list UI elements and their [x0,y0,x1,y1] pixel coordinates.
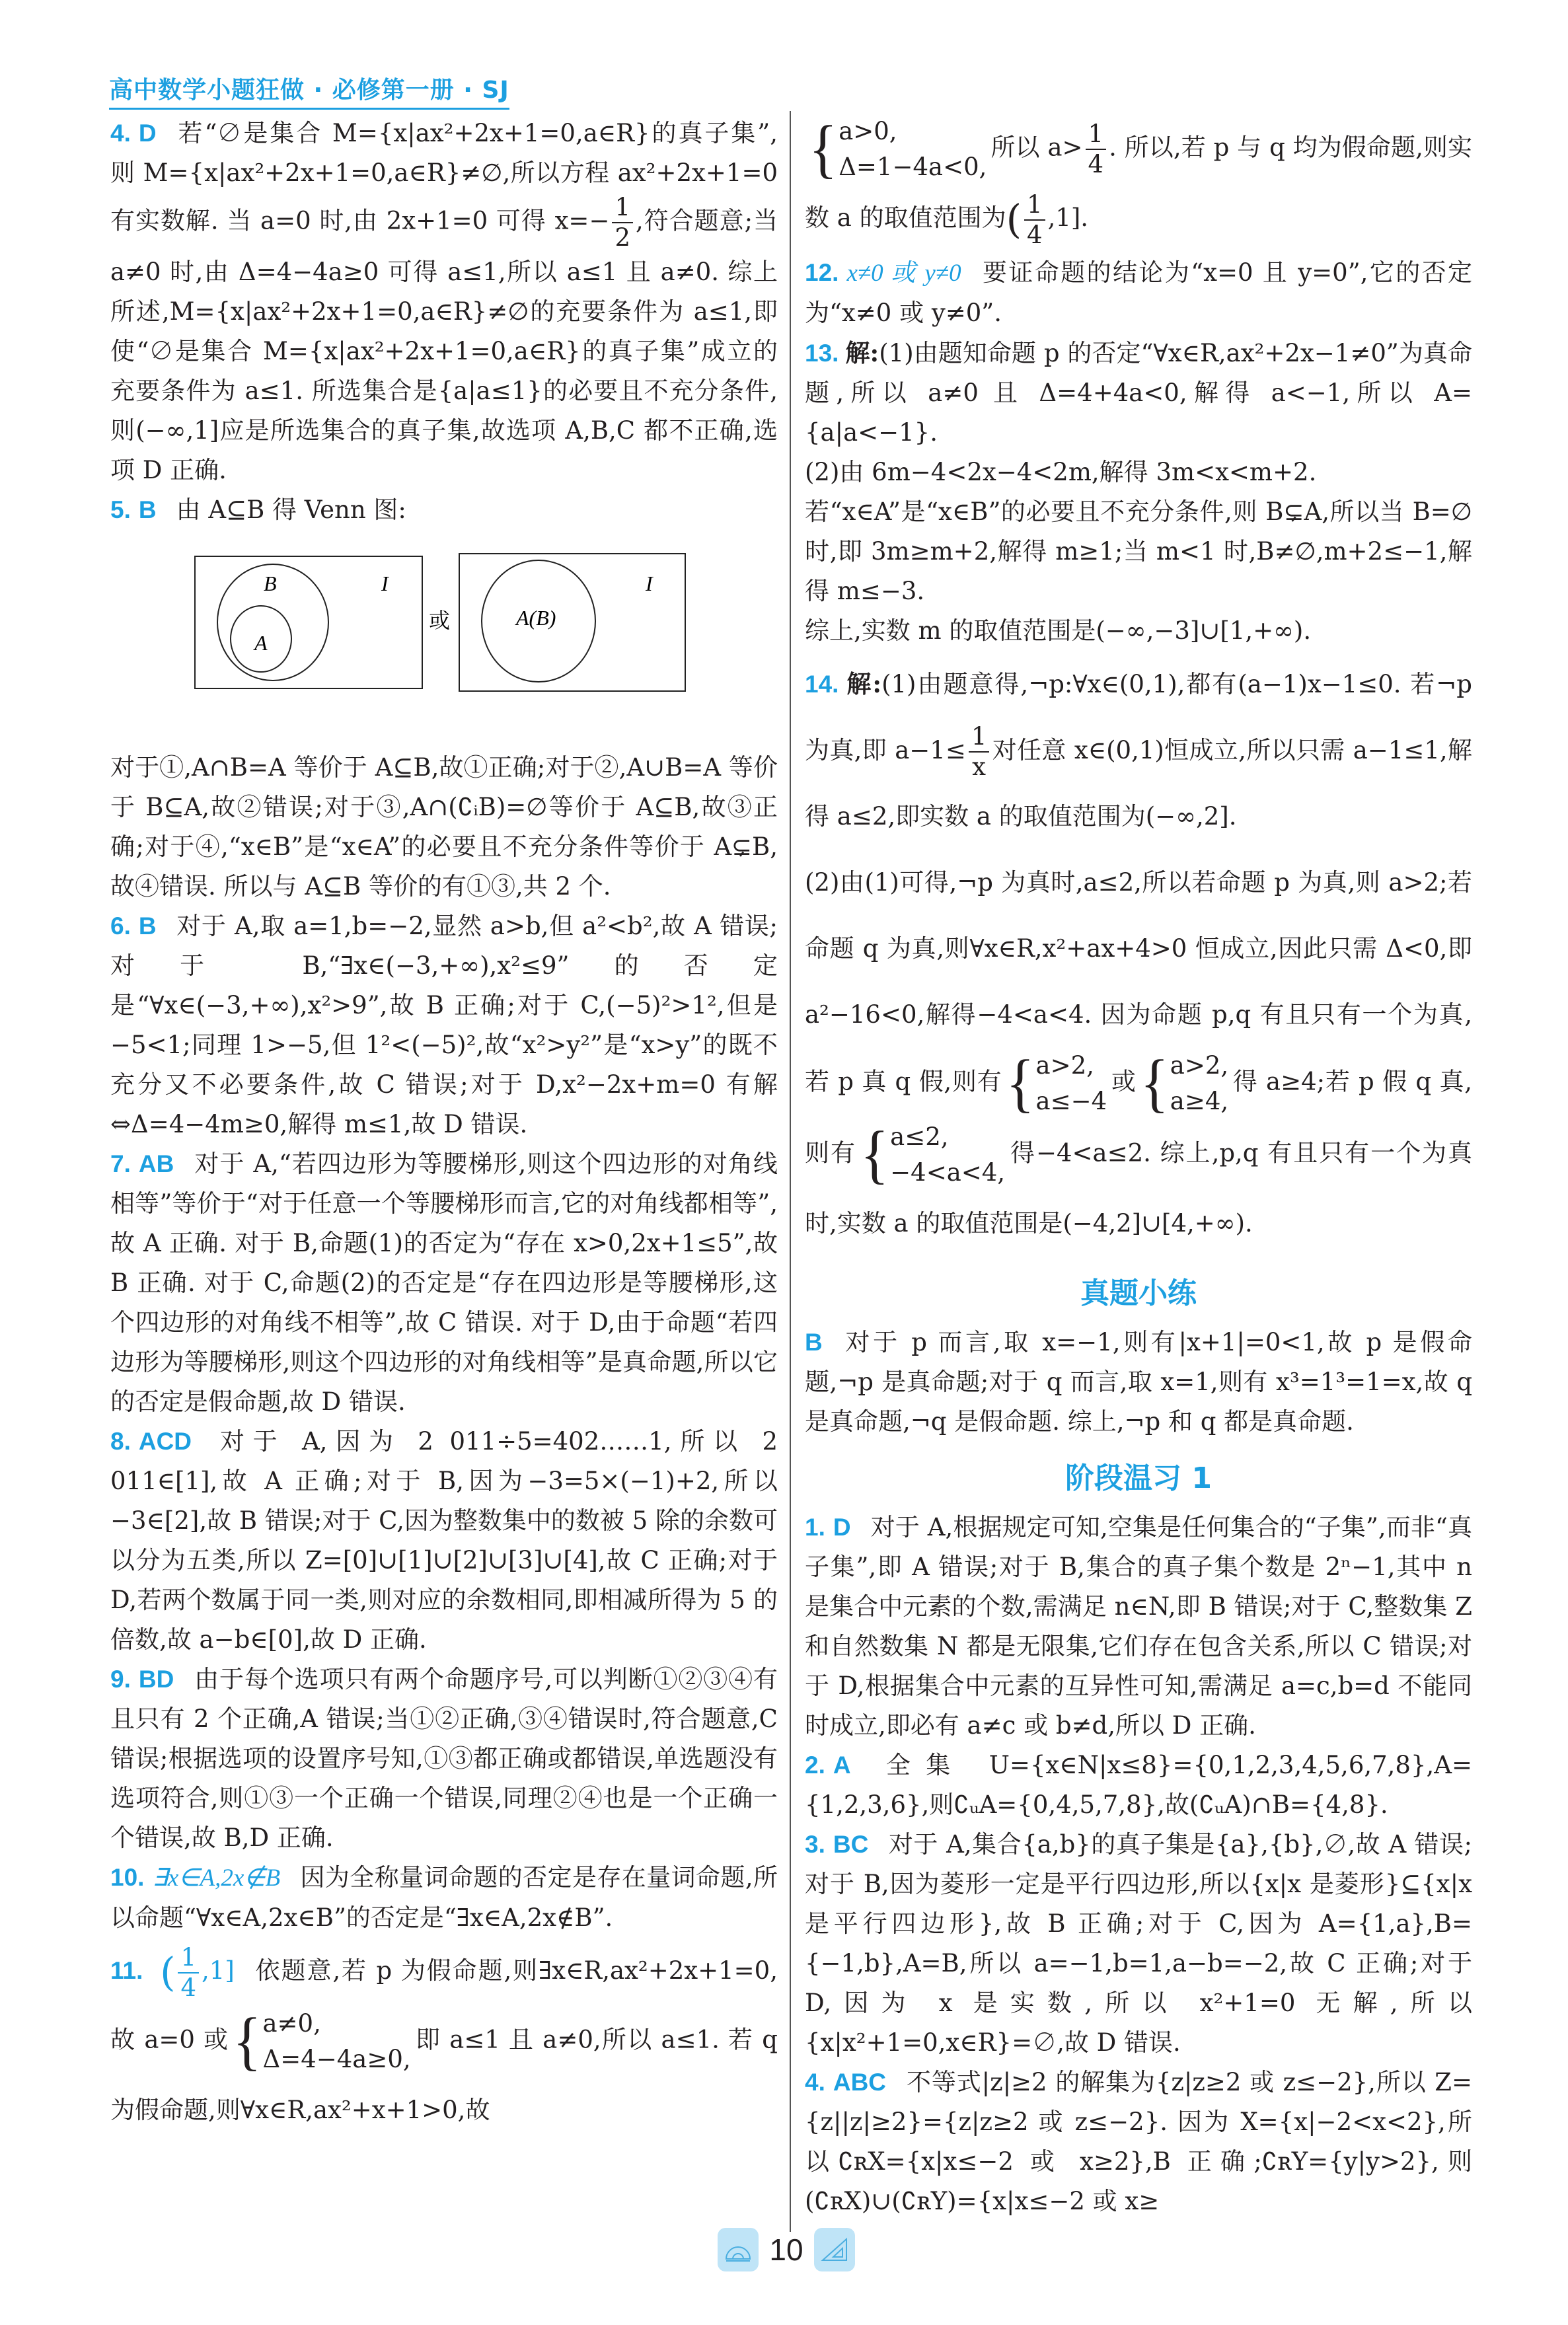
question-number: 3. [805,1830,825,1858]
answer-key: D [833,1513,851,1541]
fraction [1086,120,1107,179]
numerator: 1 [612,193,633,223]
answer-14-part2 [805,850,1472,1257]
explanation: 对于 A,根据规定可知,空集是任何集合的“子集”,而非“真子集”,即 A 错误;对于 B,集合的真子集个数是 2ⁿ−1,其中 n 是集合中元素的个数,需满足 n∈N,即 B 错误;对于 C,整数集 Z 和自然数集 N 都是无限集,它们存在包含关系,所以 C 错误;对于 D,根据集合中元素的互异性可知,需满足 a=c,b=d 不能同时成立,即必有 a≠c 或 b≠d,所以 D 正确. [805,1512,1472,1740]
condition: a>2, [1170,1051,1229,1080]
answer-11 [110,1938,778,2143]
explanation: 对于 p 而言,取 x=−1,则有|x+1|=0<1,故 p 是假命题,¬p 是真命题;对于 q 而言,取 x=1,则有 x³=1³=1=x,故 q 是真命题,¬q 是假命题. 综上,¬p 和 q 都是真命题. [805,1327,1472,1436]
fraction [969,722,990,782]
numerator: 1 [969,722,990,753]
bracket: ,1] [202,1956,235,1985]
question-number: 4. [805,2068,825,2096]
condition: a>0, [839,117,897,145]
bracket: ( [160,1949,176,1996]
explanation: 由 A⊆B 得 Venn 图: [176,496,406,524]
review-answer-1 [805,1508,1472,1746]
explanation: 对于 A,“若四边形为等腰梯形,则这个四边形的对角线相等”等价于“对于任意一个等腰梯形而言,它的对角线都相等”,故 A 正确. 对于 B,命题(1)的否定为“存在 x>0,2x+1≤5”,故 B 正确. 对于 C,命题(2)的否定是“存在四边形是等腰梯形,这个四边形的对角线不相等”,故 C 错误. 对于 D,由于命题“若四边形为等腰梯形,则这个四边形的对角线相等”是真命题,所以它的否定是假命题,故 D 错误. [110,1150,778,1416]
label-a: A [254,631,268,655]
condition: a≤2, [890,1122,949,1151]
running-header: 高中数学小题狂做 · 必修第一册 · SJ [109,71,509,110]
answer-key: D [138,120,157,147]
fraction [178,1943,199,2003]
fraction [612,193,633,252]
explanation: 综上,实数 m 的取值范围是(−∞,−3]∪[1,+∞). [805,616,1312,645]
explanation: 对于 A,因为 2 011÷5=402……1,所以 2 011∈[1],故 A 正确;对于 B,因为−3=5×(−1)+2,所以−3∈[2],故 B 错误;对于 C,因为整数集中的数被 5 除的余数可以分为五类,所以 Z=[0]∪[1]∪[2]∪[3]∪[4],故 C 正确;对于 D,若两个数属于同一类,则对应的余数相同,即相减所得为 5 的倍数,故 a−b∈[0],故 D 正确. [110,1427,778,1654]
protractor-icon [718,2228,759,2271]
answer-key: ABC [833,2068,887,2096]
explanation: 因为全称量词命题的否定是存在量词命题,所以命题“∀x∈A,2x∈B”的否定是“∃x∈A,2x∉B”. [110,1863,778,1932]
set-square-icon [814,2228,855,2271]
label-i: I [646,572,653,595]
answer-11-continued [805,114,1472,253]
explanation: 若“∅是集合 M={x|ax²+2x+1=0,a∈R}的真子集”,则 M={x|ax²+2x+1=0,a∈R}≠∅,所以方程 ax²+2x+1=0 有实数解. 当 a=0 时,由 2x+1=0 可得 x=− [110,119,778,235]
numerator: 1 [1086,120,1107,150]
answer-key: BC [833,1830,869,1858]
zhenti-answer [805,1323,1472,1442]
bracket: ,1]. [1047,203,1089,232]
section-title-zhenti: 真题小练 [1080,1276,1197,1310]
brace-icon: { [1006,1047,1035,1119]
system-brace [1140,1048,1229,1119]
fraction [1024,190,1045,250]
explanation: 得 a≥4;若 p 假 q 真,则有 [805,1067,1472,1167]
answer-key: ∃x∈A,2x∉B [152,1864,281,1892]
denominator: 2 [615,223,630,252]
condition: a≠0, [262,2009,321,2038]
explanation: 对任意 x∈(0,1)恒成立,所以只需 a−1≤1,解得 a≤2,即实数 a 的取值范围为(−∞,2]. [805,735,1472,830]
condition: a≤−4 [1035,1086,1107,1115]
answer-key: x≠0 或 y≠0 [846,259,961,287]
explanation: ,符合题意;当 a≠0 时,由 Δ=4−4a≥0 可得 a≤1,所以 a≤1 且 a≠0. 综上所述,M={x|ax²+2x+1=0,a∈R}≠∅的充要条件为 a≤1,即使“∅是集合 M={x|ax²+2x+1=0,a∈R}的真子集”成立的充要条件为 a≤1. 所选集合是{a|a≤1}的必要且不充分条件,则(−∞,1]应是所选集合的真子集,故选项 A,B,C 都不正确,选项 D 正确. [110,206,778,484]
label-i: I [381,572,389,595]
brace-icon: { [1140,1047,1169,1119]
explanation: 若“x∈A”是“x∈B”的必要且不充分条件,则 B⊊A,所以当 B=∅时,即 3m≥m+2,解得 m≥1;当 m<1 时,B≠∅,m+2≤−1,解得 m≤−3. [805,497,1472,605]
condition: Δ=4−4a≥0, [262,2044,411,2073]
explanation: 要证命题的结论为“x=0 且 y=0”,它的否定为“x≠0 或 y≠0”. [805,258,1472,327]
right-column [805,114,1472,2228]
answer-key: BD [138,1666,174,1693]
explanation: (2)由 6m−4<2x−4<2m,解得 3m<x<m+2. [805,457,1317,486]
answer-key: B [138,496,157,523]
answer-9 [110,1660,778,1858]
question-number: 6. [110,912,131,940]
venn-diagrams [110,543,778,741]
solution-label: 解: [845,338,879,367]
answer-key: B [805,1328,823,1356]
venn-diagram-svg [110,543,778,741]
review-answer-2 [805,1746,1472,1825]
answer-14 [805,651,1472,850]
system-brace [809,114,987,185]
explanation: 依题意,若 p 为假命题,则∃x∈R,ax²+2x+1=0,故 a=0 或 [110,1956,778,2053]
page-footer [717,2227,856,2273]
question-number: 13. [805,339,839,367]
explanation: 或 [1111,1067,1137,1095]
denominator: x [972,753,987,781]
answer-10 [110,1858,778,1938]
denominator: 4 [180,1973,197,2002]
answer-8 [110,1422,778,1660]
label-b: B [264,572,277,595]
explanation: . 所以,若 p 与 q 均为假命题,则实数 a 的取值范围为 [805,133,1472,232]
explanation: 所以 a> [990,133,1083,162]
system-brace [860,1119,1005,1191]
explanation: 对于 A,集合{a,b}的真子集是{a},{b},∅,故 A 错误;对于 B,因为菱形一定是平行四边形,所以{x|x 是菱形}⊆{x|x 是平行四边形},故 B 正确;对于 C,因为 A={1,a},B={−1,b},A=B,所以 a=−1,b=1,a−b=−2,故 C 正确;对于 D,因为 x 是实数,所以 x²+1=0 无解,所以{x|x²+1=0,x∈R}=∅,故 D 错误. [805,1829,1472,2057]
left-column [110,114,778,2228]
question-number: 10. [110,1864,145,1891]
question-number: 14. [805,670,839,698]
explanation: 由于每个选项只有两个命题序号,可以判断①②③④有且只有 2 个正确,A 错误;当①②正确,③④错误时,符合题意,C 错误;根据选项的设置序号知,①③都正确或都错误,单选题没有选项符合,则①③一个正确一个错误,同理②④也是一个正确一个错误,故 B,D 正确. [110,1665,778,1852]
explanation: 即 a≤1 且 a≠0,所以 a≤1. 若 q 为假命题,则∀x∈R,ax²+x+1>0,故 [110,2025,778,2124]
condition: −4<a<4, [890,1158,1006,1187]
system-brace [233,2006,410,2077]
answer-13 [805,333,1472,453]
question-number: 8. [110,1428,131,1455]
page-number: 10 [769,2233,803,2267]
answer-key: ACD [138,1428,192,1455]
condition: a>2, [1035,1051,1094,1080]
question-number: 11. [110,1957,143,1984]
condition: a≥4, [1170,1086,1229,1115]
review-answer-4 [805,2063,1472,2221]
question-number: 2. [805,1751,825,1779]
explanation: 得−4<a≤2. 综上,p,q 有且只有一个为真时,实数 a 的取值范围是(−4,2]∪[4,+∞). [805,1138,1472,1237]
section-title-jieduan: 阶段温习 1 [1065,1461,1212,1495]
brace-icon: { [809,114,838,185]
review-answer-3 [805,1825,1472,2063]
system-brace [1006,1048,1107,1119]
solution-label: 解: [845,669,882,698]
answer-key: AB [138,1150,174,1177]
brace-icon: { [860,1118,889,1191]
question-number: 9. [110,1666,131,1693]
numerator: 1 [178,1943,199,1974]
explanation: 全集 U={x∈N|x≤8}={0,1,2,3,4,5,6,7,8},A={1,2,3,6},则∁ᵤA={0,4,5,7,8},故(∁ᵤA)∩B={4,8}. [805,1750,1472,1819]
brace-icon: { [233,2005,262,2077]
explanation: 不等式|z|≥2 的解集为{z|z≥2 或 z≤−2},所以 Z={z||z|≥2}={z|z≥2 或 z≤−2}. 因为 X={x|−2<x<2},所以∁ʀX={x|x≤−2 或 x≥2},B 正确;∁ʀY={y|y>2},则(∁ʀX)∪(∁ʀY)={x|x≤−2 或 x≥ [805,2067,1472,2215]
numerator: 1 [1024,190,1045,221]
question-number: 1. [805,1513,825,1541]
question-number: 5. [110,496,131,523]
answer-7 [110,1144,778,1422]
explanation: 对于 A,取 a=1,b=−2,显然 a>b,但 a²<b²,故 A 错误;对于 B,“∃x∈(−3,+∞),x²≤9”的否定是“∀x∈(−3,+∞),x²>9”,故 B 正确;对于 C,(−5)²>1²,但是−5<1;同理 1>−5,但 1²<(−5)²,故“x²>y²”是“x>y”的既不充分又不必要条件,故 C 错误;对于 D,x²−2x+m=0 有解⇔Δ=4−4m≥0,解得 m≤1,故 D 错误. [110,912,778,1138]
question-number: 4. [110,120,131,147]
column-divider [790,111,791,2232]
answer-key: A [833,1751,851,1779]
label-or: 或 [429,608,451,633]
question-number: 12. [805,258,839,286]
denominator: 4 [1088,150,1104,178]
denominator: 4 [1027,220,1043,249]
question-number: 7. [110,1150,131,1177]
answer-5 [110,490,778,530]
bracket: ( [1006,196,1022,243]
explanation: (1)由题知命题 p 的否定“∀x∈R,ax²+2x−1≠0”为真命题,所以 a≠0 且 Δ=4+4a<0,解得 a<−1,所以 A={a|a<−1}. [805,338,1472,447]
explanation: (1)由题意得,¬p:∀x∈(0,1),都有(a−1)x−1≤0. 若¬p 为真,即 a−1≤ [805,669,1472,764]
answer-12 [805,253,1472,333]
answer-key [160,1942,235,2002]
condition: Δ=1−4a<0, [839,153,987,181]
answer-6 [110,906,778,1144]
explanation: 对于①,A∩B=A 等价于 A⊆B,故①正确;对于②,A∪B=A 等价于 B⊆A,故②错误;对于③,A∩(∁ᵢB)=∅等价于 A⊆B,故③正确;对于④,“x∈B”是“x∈A”的必要且不充分条件等价于 A⊊B,故④错误. 所以与 A⊆B 等价的有①③,共 2 个. [110,753,778,901]
explanation: (2)由(1)可得,¬p 为真时,a≤2,所以若命题 p 为真,则 a>2;若命题 q 为真,则∀x∈R,x²+ax+4>0 恒成立,因此只需 Δ<0,即 a²−16<0,解得−4<a<4. 因为命题 p,q 有且只有一个为真,若 p 真 q 假,则有 [805,867,1472,1095]
answer-4 [110,114,778,490]
label-ab: A(B) [516,606,556,630]
answer-key: B [138,912,157,940]
